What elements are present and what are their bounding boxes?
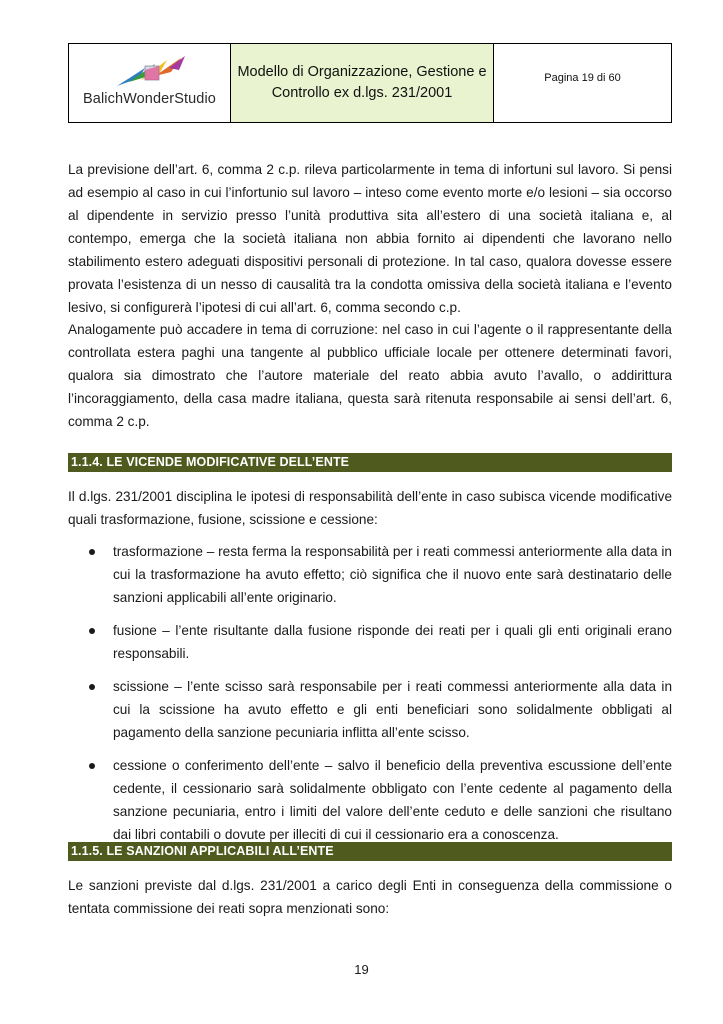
list-item	[68, 754, 672, 846]
header-page-cell	[494, 44, 671, 122]
document-header	[68, 43, 672, 123]
page-number: 19	[354, 962, 369, 977]
list-item	[68, 675, 672, 744]
vicende-bullet-list	[68, 540, 672, 856]
section-heading-vicende: 1.1.4. LE VICENDE MODIFICATIVE DELL’ENTE	[68, 453, 672, 472]
section-heading-sanzioni: 1.1.5. LE SANZIONI APPLICABILI ALL’ENTE	[68, 842, 672, 861]
bullet-icon	[89, 549, 95, 555]
paragraph-infortuni: La previsione dell’art. 6, comma 2 c.p. rileva particolarmente in tema di infortuni sul lavoro. Si pensi ad esempio al caso in cui l’infortunio sul lavoro – inteso come evento morte e/o lesioni – sia occorso al dipendente in servizio presso l’unità produttiva sita all’estero di una società italiana e, al contempo, emerga che la società italiana non abbia fornito ai dipendenti che lavorano nello stabilimento estero adeguati dispositivi personali di protezione. In tal caso, qualora dovesse essere provata l’esistenza di un nesso di causalità tra la condotta omissiva della società italiana e l’evento lesivo, si configurerà l’ipotesi di cui all’art. 6, comma secondo c.p.	[68, 162, 672, 315]
page-label: Pagina 19 di 60	[544, 72, 621, 84]
bullet-text-fusione: fusione – l’ente risultante dalla fusione risponde dei reati per i quali gli enti originali erano responsabili.	[113, 623, 672, 661]
list-item	[68, 619, 672, 665]
bullet-text-trasformazione: trasformazione – resta ferma la responsabilità per i reati commessi anteriormente alla data in cui la trasformazione ha avuto effetto; ciò significa che il nuovo ente sarà destinatario delle sanzioni applicabili all’ente originario.	[113, 544, 672, 605]
bullet-icon	[89, 684, 95, 690]
header-title-cell	[231, 44, 494, 122]
paragraph-corruzione: Analogamente può accadere in tema di corruzione: nel caso in cui l’agente o il rappresentante della controllata estera paghi una tangente al pubblico ufficiale locale per ottenere determinati favori, qualora sia dimostrato che l’autore materiale del reato abbia avuto l’avallo, o addirittura l’incoraggiamento, della casa madre italiana, questa sarà ritenuta responsabile ai sensi dell’art. 6, comma 2 c.p.	[68, 322, 672, 429]
list-item	[68, 540, 672, 609]
logo-text: BalichWonderStudio	[83, 91, 216, 107]
bullet-text-cessione: cessione o conferimento dell’ente – salvo il beneficio della preventiva escussione dell’ente cedente, il cessionario sarà solidalmente obbligato con l’ente cedente al pagamento della sanzione pecuniaria, entro i limiti del valore dell’ente ceduto e delle sanzioni che risultano dai libri contabili o dovute per illeciti di cui il cessionario era a conoscenza.	[113, 758, 672, 842]
header-title-line2: Controllo ex d.lgs. 231/2001	[271, 85, 453, 101]
company-logo-icon	[115, 56, 187, 90]
paragraph-sanzioni-intro: Le sanzioni previste dal d.lgs. 231/2001 a carico degli Enti in conseguenza della commissione o tentata commissione dei reati sopra menzionati sono:	[68, 878, 672, 916]
bullet-text-scissione: scissione – l’ente scisso sarà responsabile per i reati commessi anteriormente alla data in cui la scissione ha avuto effetto e gli enti beneficiari sono solidalmente obbligati al pagamento della sanzione pecuniaria inflitta all’ente scisso.	[113, 679, 672, 740]
header-title-line1: Modello di Organizzazione, Gestione e	[237, 64, 487, 80]
paragraph-vicende-intro: Il d.lgs. 231/2001 disciplina le ipotesi di responsabilità dell’ente in caso subisca vicende modificative quali trasformazione, fusione, scissione e cessione:	[68, 489, 672, 527]
bullet-icon	[89, 628, 95, 634]
header-logo-cell	[69, 44, 231, 122]
bullet-icon	[89, 763, 95, 769]
